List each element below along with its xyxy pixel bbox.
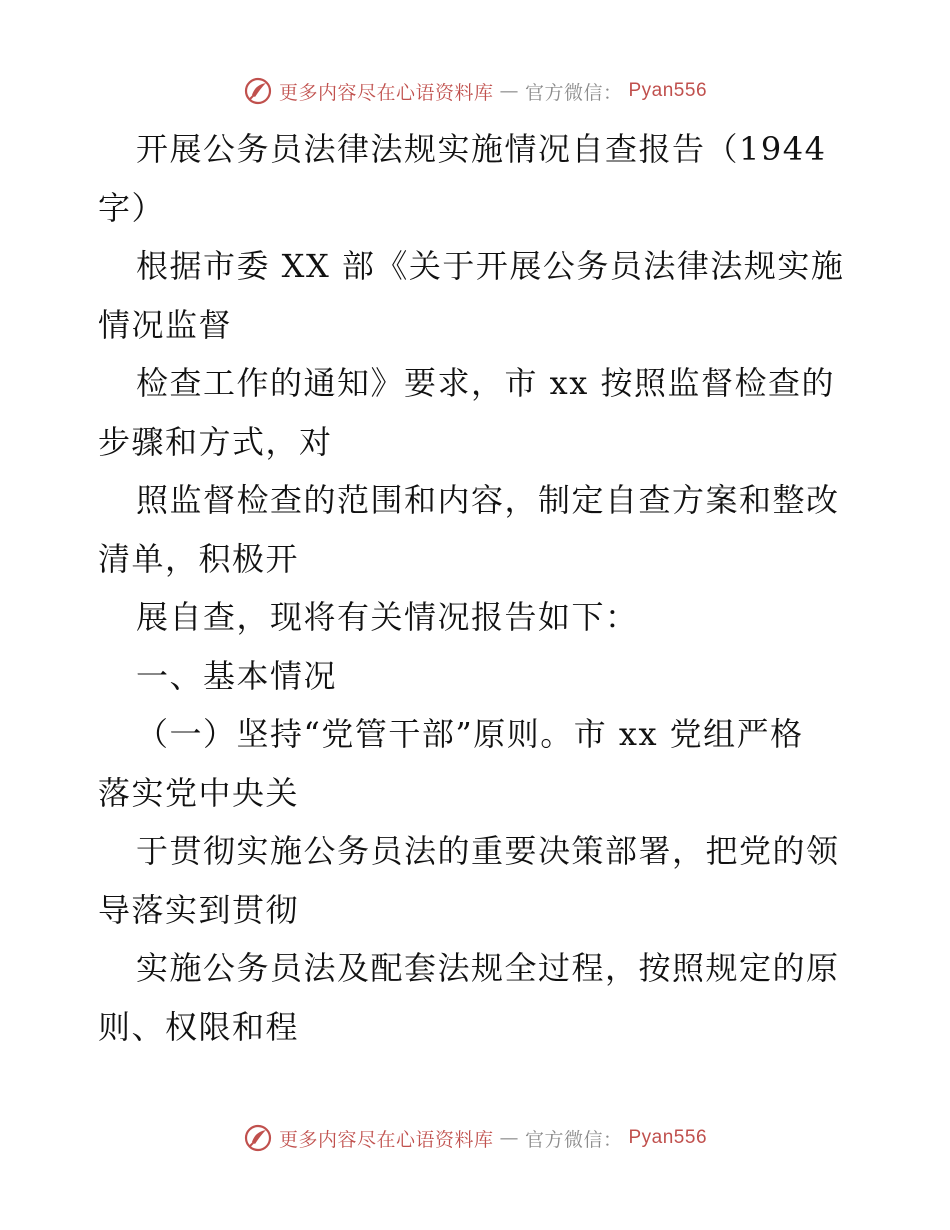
watermark-dash: — — [499, 80, 519, 102]
paragraph-line: 落实党中央关 — [98, 773, 300, 812]
paragraph-line: 照监督检查的范围和内容，制定自查方案和整改 — [136, 481, 840, 519]
paragraph-line: 检查工作的通知》要求，市 xx 按照监督检查的 — [136, 364, 835, 402]
paragraph-line: （一）坚持“党管干部”原则。市 xx 党组严格 — [136, 715, 804, 753]
paragraph-line: 导落实到贯彻 — [98, 890, 300, 929]
paragraph-line: 步骤和方式，对 — [98, 422, 333, 461]
watermark-dash: — — [499, 1127, 519, 1149]
watermark-wechat-id: Pyan556 — [628, 1127, 708, 1148]
brand-logo-icon — [243, 76, 273, 106]
paragraph-line: 实施公务员法及配套法规全过程，按照规定的原 — [136, 949, 840, 987]
footer-watermark — [0, 1123, 950, 1153]
document-title-line-1: 开展公务员法律法规实施情况自查报告（1944 — [136, 130, 827, 168]
section-heading: 一、基本情况 — [136, 656, 338, 695]
watermark-library-text: 更多内容尽在心语资料库 — [278, 1128, 494, 1151]
brand-logo-icon — [243, 1123, 273, 1153]
document-title-line-2: 字） — [98, 188, 166, 227]
watermark-official-label: 官方微信： — [524, 81, 623, 104]
document-body — [98, 120, 858, 1056]
paragraph-line: 则、权限和程 — [98, 1007, 300, 1046]
watermark-wechat-id: Pyan556 — [628, 80, 708, 101]
paragraph-line: 展自查，现将有关情况报告如下： — [136, 598, 639, 636]
paragraph-line: 清单，积极开 — [98, 539, 300, 578]
header-watermark — [0, 76, 950, 106]
watermark-library-text: 更多内容尽在心语资料库 — [278, 81, 494, 104]
paragraph-line: 于贯彻实施公务员法的重要决策部署，把党的领 — [136, 832, 840, 870]
paragraph-line: 情况监督 — [98, 305, 233, 344]
watermark-official-label: 官方微信： — [524, 1128, 623, 1151]
paragraph-line: 根据市委 XX 部《关于开展公务员法律法规实施 — [136, 247, 845, 285]
